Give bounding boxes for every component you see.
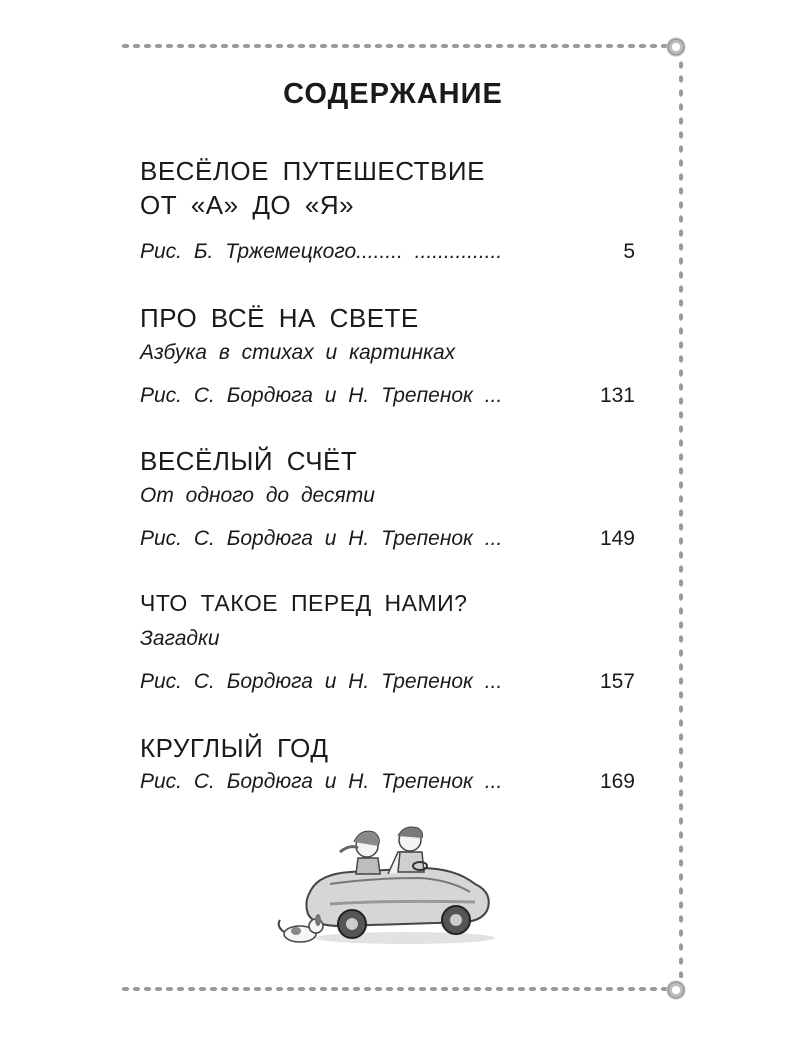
page-number: 169 bbox=[599, 770, 635, 793]
section-title: ВЕСЁЛОЕ ПУТЕШЕСТВИЕ bbox=[140, 156, 485, 186]
section-subtitle: От одного до десяти bbox=[140, 484, 375, 507]
flower-corner-icon bbox=[665, 979, 687, 1001]
section-title: ЧТО ТАКОЕ ПЕРЕД НАМИ? bbox=[140, 590, 468, 616]
section-title: ПРО ВСЁ НА СВЕТЕ bbox=[140, 303, 419, 333]
children-in-car-illustration-icon bbox=[270, 822, 500, 950]
page-number: 149 bbox=[599, 527, 635, 550]
section-subtitle: Азбука в стихах и картинках bbox=[140, 341, 456, 364]
credit-text: Рис. С. Бордюга и Н. Трепенок ... bbox=[140, 670, 503, 693]
decorative-border-top bbox=[120, 42, 672, 50]
toc-entry-credit bbox=[140, 240, 635, 264]
section-title: ОТ «А» ДО «Я» bbox=[140, 190, 355, 220]
toc-entry-credit bbox=[140, 770, 635, 794]
page-title: СОДЕРЖАНИЕ bbox=[283, 78, 503, 110]
toc-entry-credit bbox=[140, 384, 635, 408]
credit-text: Рис. С. Бордюга и Н. Трепенок ... bbox=[140, 770, 503, 793]
credit-text: Рис. Б. Тржемецкого........ ............... bbox=[140, 240, 503, 263]
section-title: ВЕСЁЛЫЙ СЧЁТ bbox=[140, 446, 358, 476]
flower-corner-icon bbox=[665, 36, 687, 58]
toc-entry-credit bbox=[140, 670, 635, 694]
section-subtitle: Загадки bbox=[140, 627, 220, 650]
page-number: 131 bbox=[599, 384, 635, 407]
credit-text: Рис. С. Бордюга и Н. Трепенок ... bbox=[140, 384, 503, 407]
decorative-border-bottom bbox=[120, 985, 672, 993]
page-number: 5 bbox=[623, 240, 635, 263]
credit-text: Рис. С. Бордюга и Н. Трепенок ... bbox=[140, 527, 503, 550]
toc-entry-credit bbox=[140, 527, 635, 551]
page-number: 157 bbox=[599, 670, 635, 693]
decorative-border-right bbox=[676, 58, 686, 978]
section-title: КРУГЛЫЙ ГОД bbox=[140, 733, 329, 763]
